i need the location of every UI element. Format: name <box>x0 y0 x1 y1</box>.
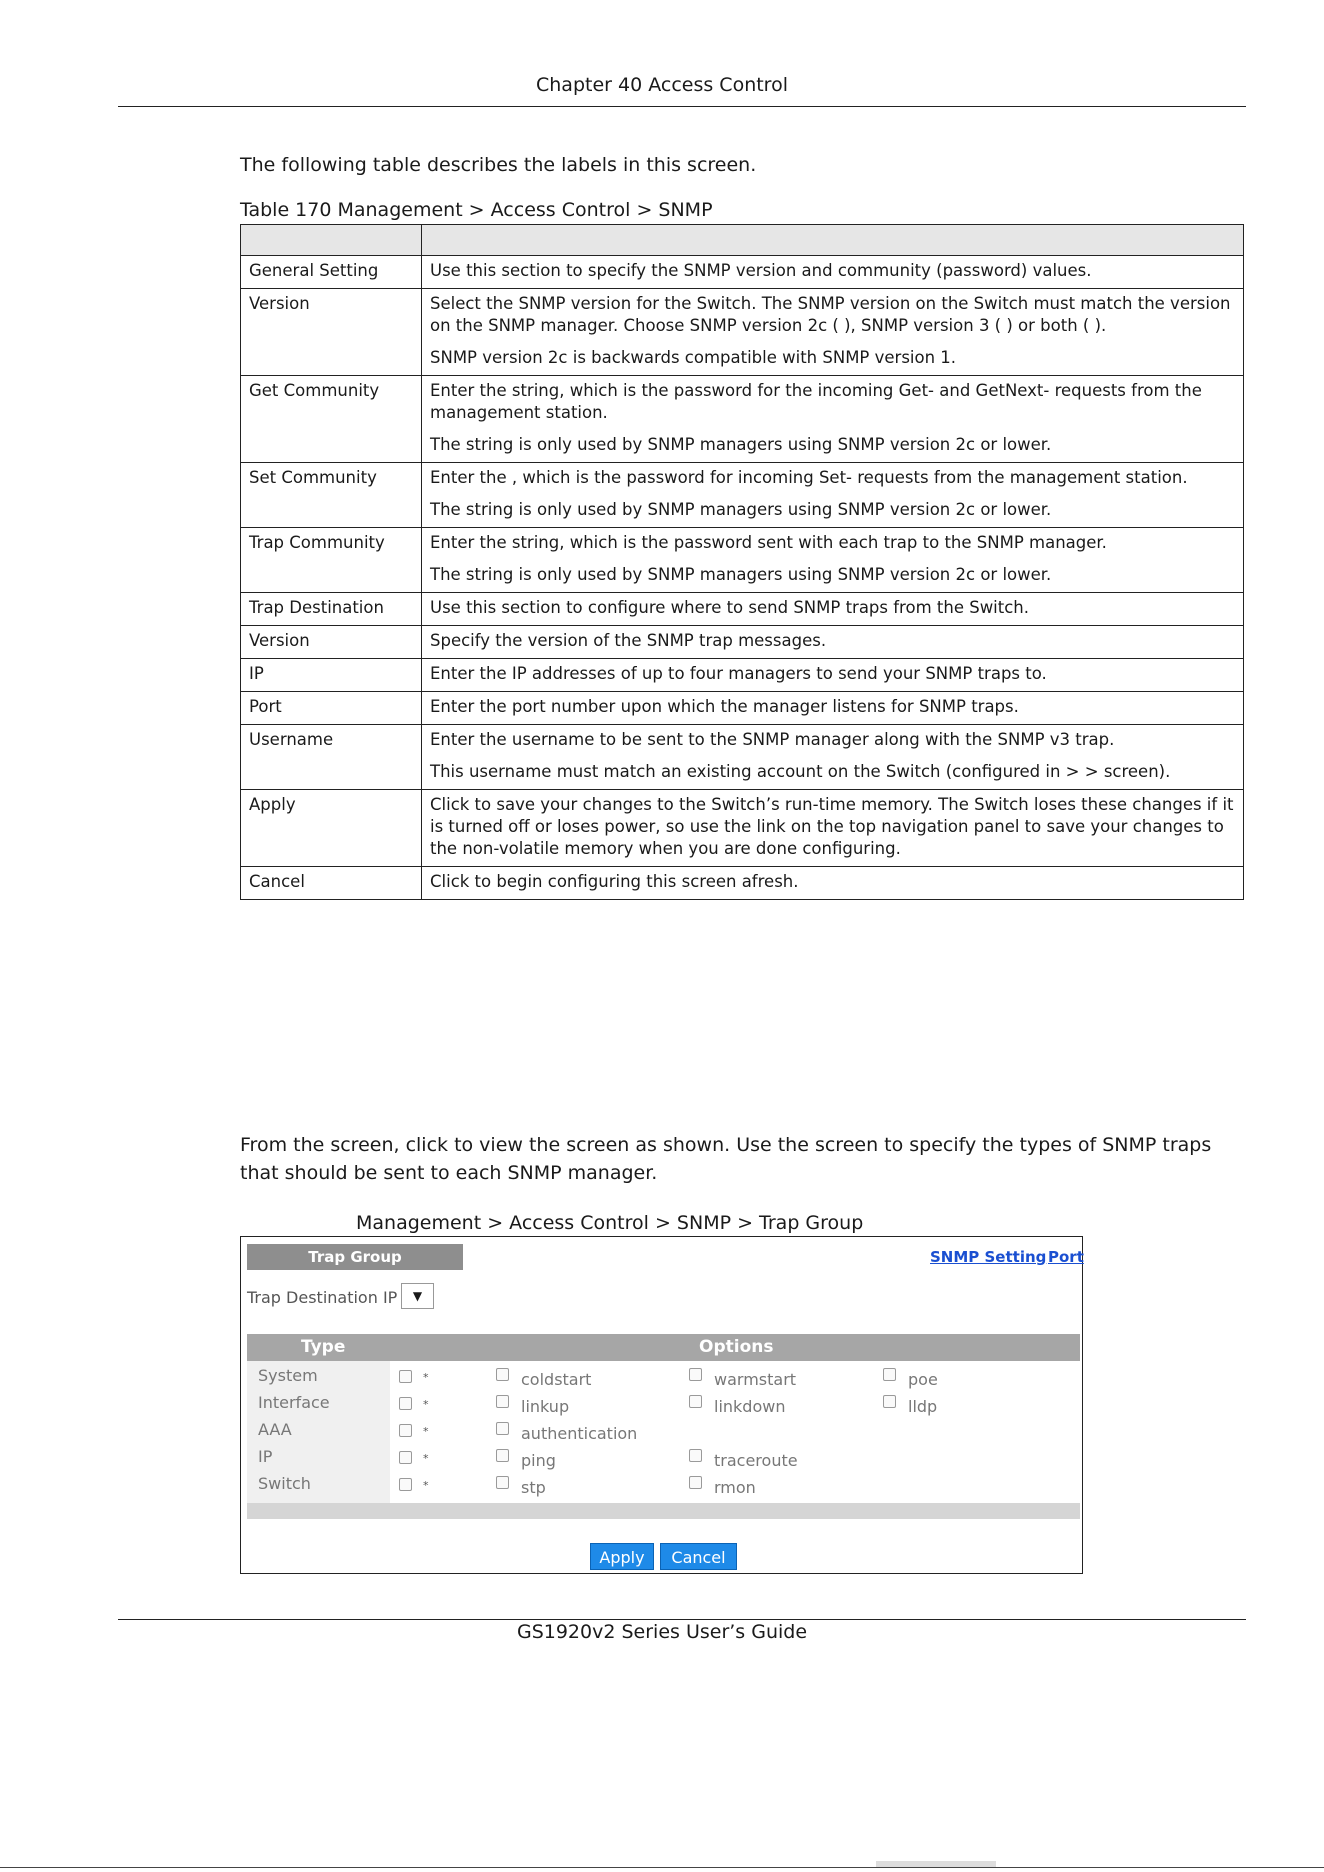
row-desc-text: SNMP version 2c is backwards compatible with SNMP version 1. <box>430 348 957 367</box>
grid-footer-bar <box>247 1503 1080 1519</box>
row-desc-text: Click to save your changes to the Switch’s run-time memory. The Switch loses these changes if it is turned off or loses power, so use the link on the top navigation panel to save your changes to the non-volatile memory when you are done configuring. <box>430 795 1234 858</box>
row-label: Version <box>241 289 422 376</box>
row-desc-text: The string is only used by SNMP managers using SNMP version 2c or lower. <box>430 565 1052 584</box>
row-desc-text: Use this section to specify the SNMP version and community (password) values. <box>430 261 1092 280</box>
interface-all-checkbox[interactable] <box>399 1397 412 1410</box>
row-desc <box>422 725 1244 790</box>
apply-button[interactable]: Apply <box>590 1543 654 1570</box>
grid-header <box>247 1334 1080 1361</box>
type-switch-label: Switch <box>258 1474 311 1493</box>
poe-checkbox[interactable] <box>883 1368 896 1381</box>
trap-destination-select[interactable] <box>401 1283 434 1309</box>
row-label: IP <box>241 659 422 692</box>
ip-all-checkbox[interactable] <box>399 1451 412 1464</box>
port-link[interactable]: Port <box>1048 1248 1084 1266</box>
rmon-checkbox[interactable] <box>689 1476 702 1489</box>
label-table <box>240 224 1244 900</box>
row-label: Get Community <box>241 376 422 463</box>
row-label: Port <box>241 692 422 725</box>
row-desc-text: Enter the , which is the password for incoming Set- requests from the management station. <box>430 468 1188 487</box>
table-row <box>241 867 1244 900</box>
lldp-label: lldp <box>908 1397 938 1416</box>
table-row <box>241 659 1244 692</box>
warmstart-checkbox[interactable] <box>689 1368 702 1381</box>
table-row <box>241 725 1244 790</box>
row-desc-text: The string is only used by SNMP managers using SNMP version 2c or lower. <box>430 500 1052 519</box>
row-desc-text: The string is only used by SNMP managers using SNMP version 2c or lower. <box>430 435 1052 454</box>
page-bottom-rule <box>0 1867 1324 1868</box>
authentication-checkbox[interactable] <box>496 1422 509 1435</box>
linkdown-label: linkdown <box>714 1397 786 1416</box>
type-aaa-label: AAA <box>258 1420 292 1439</box>
lldp-checkbox[interactable] <box>883 1395 896 1408</box>
row-desc <box>422 376 1244 463</box>
table-row <box>241 256 1244 289</box>
row-desc-text: Click to begin configuring this screen afresh. <box>430 872 799 891</box>
row-desc-text: Select the SNMP version for the Switch. The SNMP version on the Switch must match the version on the SNMP manager. Choose SNMP version 2c ( ), SNMP version 3 ( ) or both ( ). <box>430 294 1231 335</box>
row-label: Trap Community <box>241 528 422 593</box>
row-label: General Setting <box>241 256 422 289</box>
row-desc <box>422 289 1244 376</box>
row-label: Username <box>241 725 422 790</box>
row-desc-text: Specify the version of the SNMP trap messages. <box>430 631 827 650</box>
row-desc-text: Enter the port number upon which the manager listens for SNMP traps. <box>430 697 1019 716</box>
intro-text: The following table describes the labels in this screen. <box>240 154 757 176</box>
warmstart-label: warmstart <box>714 1370 797 1389</box>
traceroute-label: traceroute <box>714 1451 798 1470</box>
row-desc-text: This username must match an existing account on the Switch (configured in > > screen). <box>430 762 1171 781</box>
chapter-header: Chapter 40 Access Control <box>536 74 788 96</box>
table-row <box>241 528 1244 593</box>
aaa-all-checkbox[interactable] <box>399 1424 412 1437</box>
type-interface-label: Interface <box>258 1393 330 1412</box>
options-column-header: Options <box>699 1337 774 1357</box>
type-column-header: Type <box>301 1337 346 1357</box>
ping-label: ping <box>521 1451 556 1470</box>
star-mark: * <box>423 1479 429 1492</box>
coldstart-checkbox[interactable] <box>496 1368 509 1381</box>
star-mark: * <box>423 1398 429 1411</box>
poe-label: poe <box>908 1370 938 1389</box>
star-mark: * <box>423 1425 429 1438</box>
row-desc <box>422 867 1244 900</box>
trap-group-tab: Trap Group <box>247 1244 463 1270</box>
row-desc <box>422 659 1244 692</box>
table-row <box>241 463 1244 528</box>
chevron-down-icon: ▼ <box>412 1289 423 1303</box>
row-desc <box>422 692 1244 725</box>
row-desc-text: Enter the string, which is the password sent with each trap to the SNMP manager. <box>430 533 1107 552</box>
star-mark: * <box>423 1452 429 1465</box>
table-row <box>241 289 1244 376</box>
row-label: Cancel <box>241 867 422 900</box>
figure-caption: Management > Access Control > SNMP > Trap Group <box>356 1212 864 1234</box>
stp-label: stp <box>521 1478 546 1497</box>
table-row <box>241 376 1244 463</box>
snmp-setting-link[interactable]: SNMP Setting <box>930 1248 1047 1266</box>
table-caption: Table 170 Management > Access Control > SNMP <box>240 199 713 221</box>
row-desc <box>422 256 1244 289</box>
row-desc-text: Use this section to configure where to send SNMP traps from the Switch. <box>430 598 1030 617</box>
table-row <box>241 692 1244 725</box>
trap-destination-label: Trap Destination IP <box>247 1288 398 1307</box>
system-all-checkbox[interactable] <box>399 1370 412 1383</box>
footer-text: GS1920v2 Series User’s Guide <box>516 1621 808 1643</box>
row-desc <box>422 463 1244 528</box>
footer-rule <box>118 1619 1246 1620</box>
type-system-label: System <box>258 1366 318 1385</box>
linkup-label: linkup <box>521 1397 570 1416</box>
row-label: Trap Destination <box>241 593 422 626</box>
ping-checkbox[interactable] <box>496 1449 509 1462</box>
star-mark: * <box>423 1371 429 1384</box>
row-label: Version <box>241 626 422 659</box>
linkdown-checkbox[interactable] <box>689 1395 702 1408</box>
row-label: Apply <box>241 790 422 867</box>
rmon-label: rmon <box>714 1478 756 1497</box>
table-row <box>241 593 1244 626</box>
row-desc <box>422 790 1244 867</box>
row-label: Set Community <box>241 463 422 528</box>
stp-checkbox[interactable] <box>496 1476 509 1489</box>
row-desc-text: Enter the IP addresses of up to four managers to send your SNMP traps to. <box>430 664 1047 683</box>
row-desc <box>422 626 1244 659</box>
linkup-checkbox[interactable] <box>496 1395 509 1408</box>
table-header-row <box>241 225 1244 256</box>
table-row <box>241 626 1244 659</box>
cancel-button[interactable]: Cancel <box>660 1543 737 1570</box>
row-desc <box>422 528 1244 593</box>
body-paragraph: From the screen, click to view the screen as shown. Use the screen to specify the types of SNMP traps that should be sent to each SNMP manager. <box>240 1134 1212 1184</box>
traceroute-checkbox[interactable] <box>689 1449 702 1462</box>
header-rule <box>118 106 1246 107</box>
table-row <box>241 790 1244 867</box>
coldstart-label: coldstart <box>521 1370 592 1389</box>
type-ip-label: IP <box>258 1447 273 1466</box>
authentication-label: authentication <box>521 1424 638 1443</box>
row-desc <box>422 593 1244 626</box>
row-desc-text: Enter the username to be sent to the SNMP manager along with the SNMP v3 trap. <box>430 730 1115 749</box>
switch-all-checkbox[interactable] <box>399 1478 412 1491</box>
row-desc-text: Enter the string, which is the password for the incoming Get- and GetNext- requests from the management station. <box>430 381 1202 422</box>
